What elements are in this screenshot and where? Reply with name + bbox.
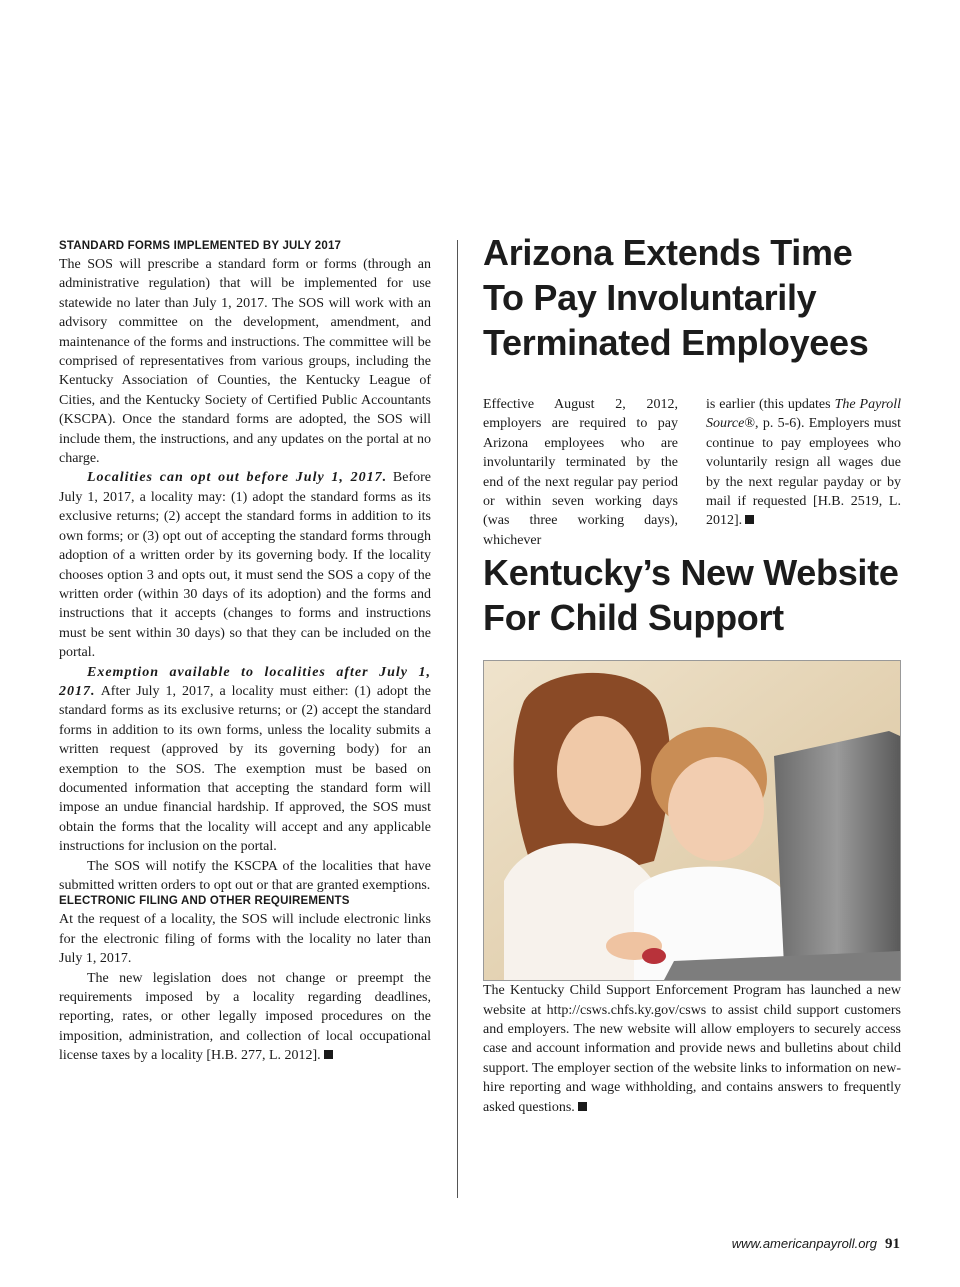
paragraph: At the request of a locality, the SOS will include electronic links for the electronic filing of forms with the locality no later than July 1, 2017. — [59, 912, 431, 967]
text-run: ®, p. 5-6). Employers must continue to pay employees who voluntarily resign all wages due by the next regular payday or by mail if requested [H.B. 2519, L. 2012]. — [706, 416, 901, 529]
paragraph-end — [59, 969, 431, 1066]
paragraph: The SOS will notify the KSCPA of the localities that have submitted written orders to opt out or that are granted exemptions. — [59, 858, 431, 893]
article-arizona-col1: Effective August 2, 2012, employers are required to pay Arizona employees who are involuntarily terminated by the end of the next regular pay period or within seven working days (was three working days), whichever — [483, 397, 678, 548]
paragraph-text: The Kentucky Child Support Enforcement Program has launched a new website at http://csws.chfs.ky.gov/csws to assist child support customers and employers. The new website will allow employers to securely access case and account information and provide news and bulletins about child support. The employer section of the website links to information on new-hire reporting and wage withholding, and contains answers to frequently asked questions. — [483, 983, 901, 1115]
page-footer — [732, 1236, 900, 1253]
photo-mother-child-laptop — [483, 660, 901, 981]
page-number: 91 — [885, 1236, 900, 1252]
paragraph-exemption — [59, 663, 431, 857]
run-in-heading: Exemption available to localities after July 1, 2017. — [59, 664, 431, 699]
article-kentucky-body — [483, 981, 901, 1117]
headline-arizona: Arizona Extends Time To Pay Involuntarily Terminated Employees — [483, 232, 869, 363]
article-arizona-col2 — [706, 395, 901, 550]
text-run: is earlier (this updates — [706, 397, 835, 412]
paragraph-text: After July 1, 2017, a locality must either: (1) adopt the standard forms as its exclusive returns; or (2) accept the standard forms in addition to its own forms, unless the locality submits a written request (approved by its governing body) for an exemption to the SOS. The exemption must be based on documented information that accepting the standard form will impose an undue financial hardship. If approved, the SOS must obtain the forms that the locality will accept and any applicable instructions for inclusion on the portal. — [59, 683, 431, 855]
headline-kentucky: Kentucky’s New Website For Child Support — [483, 552, 899, 639]
paragraph: The SOS will prescribe a standard form or forms (through an administrative regulation) that will be implemented for use statewide no later than July 1, 2017. The SOS will work with an advisory committee on the development, amendment, and maintenance of the forms and instructions. The committee will be comprised of representatives from various groups, including the Kentucky Association of Counties, the Kentucky League of Cities, and the Kentucky Society of Certified Public Accountants (KSCPA). Once the standard forms are adopted, the SOS will include them, the instructions, and any updates on the portal at no charge. — [59, 257, 431, 467]
section-heading-standard-forms: STANDARD FORMS IMPLEMENTED BY JULY 2017 — [59, 240, 342, 252]
end-mark-icon — [745, 515, 754, 524]
right-column — [483, 230, 901, 1117]
article-arizona-body — [483, 395, 901, 550]
paragraph-text: The new legislation does not change or preempt the requirements imposed by a locality regarding deadlines, reporting, rates, or other legally imposed procedures on the imposition, administration, and collection of local occupational license taxes by a locality [H.B. 277, L. 2012]. — [59, 970, 431, 1064]
column-divider — [457, 240, 458, 1198]
publication-title: The Payroll Source — [706, 397, 901, 432]
run-in-heading: Localities can opt out before July 1, 2017. — [87, 470, 388, 486]
photo-illustration — [484, 661, 900, 980]
end-mark-icon — [578, 1102, 587, 1111]
footer-url: www.americanpayroll.org — [731, 1236, 877, 1251]
section-heading-electronic-filing: ELECTRONIC FILING AND OTHER REQUIREMENTS — [59, 895, 350, 908]
end-mark-icon — [324, 1050, 333, 1059]
left-column — [59, 240, 431, 1066]
paragraph-opt-out — [59, 468, 431, 662]
paragraph-text: Before July 1, 2017, a locality may: (1) adopt the standard forms as its exclusive returns; (2) accept the standard forms in addition to its own forms; or (3) opt out of accepting the standard forms through adoption of a written order by its governing body. If the locality chooses option 3 and opts out, it must send the SOS a copy of the written order (within 30 days of its adoption) and the forms and instructions that it accepts (changes to forms and instructions must be sent within 30 days) so that they can be included on the portal. — [59, 470, 432, 661]
